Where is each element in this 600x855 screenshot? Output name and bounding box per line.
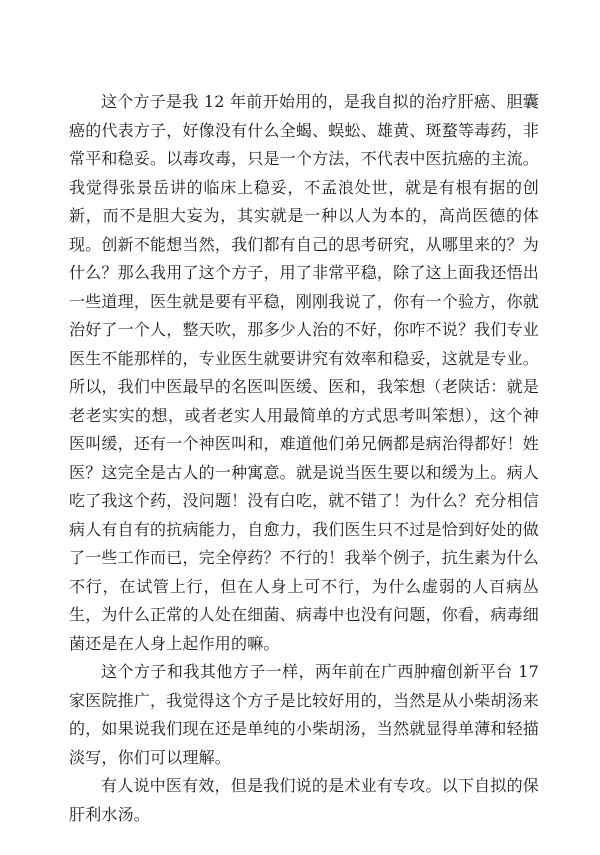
paragraph-1: 这个方子是我 12 年前开始用的，是我自拟的治疗肝癌、胆囊癌的代表方子，好像没有什么全蝎、蜈蚣、雄黄、斑蝥等毒药，非常平和稳妥。以毒攻毒，只是一个方法，不代表中医抗癌的主流。我觉得张景岳讲的临床上稳妥，不孟浪处世，就是有根有据的创新，而不是胆大妄为，其实就是一种以人为本的，高尚医德的体现。创新不能想当然，我们都有自己的思考研究，从哪里来的？为什么？那么我用了这个方子，用了非常平稳，除了这上面我还悟出一些道理，医生就是要有平稳，刚刚我说了，你有一个验方，你就治好了一个人，整天吹，那多少人治的不好，你咋不说？我们专业医生不能那样的，专业医生就要讲究有效率和稳妥，这就是专业。所以，我们中医最早的名医叫医缓、医和，我笨想（老陕话：就是老老实实的想，或者老实人用最简单的方式思考叫笨想），这个神医叫缓，还有一个神医叫和，难道他们弟兄俩都是病治得都好！姓医？这完全是古人的一种寓意。就是说当医生要以和缓为上。病人吃了我这个药，没问题！没有白吃，就不错了！为什么？充分相信病人有自有的抗病能力，自愈力，我们医生只不过是恰到好处的做了一些工作而已，完全停药？不行的！我举个例子，抗生素为什么不行，在试管上行，但在人身上可不行，为什么虚弱的人百病丛生，为什么正常的人处在细菌、病毒中也没有问题，你看，病毒细菌还是在人身上起作用的嘛。 xyxy=(69,92,539,653)
paragraph-2: 这个方子和我其他方子一样，两年前在广西肿瘤创新平台 17 家医院推广，我觉得这个方子是比较好用的，当然是从小柴胡汤来的，如果说我们现在还是单纯的小柴胡汤，当然就显得单薄和轻描淡写，你们可以理解。 xyxy=(69,662,539,767)
paragraph-3: 有人说中医有效，但是我们说的是术业有专攻。以下自拟的保肝利水汤。 xyxy=(69,776,539,824)
document-body xyxy=(69,88,539,829)
